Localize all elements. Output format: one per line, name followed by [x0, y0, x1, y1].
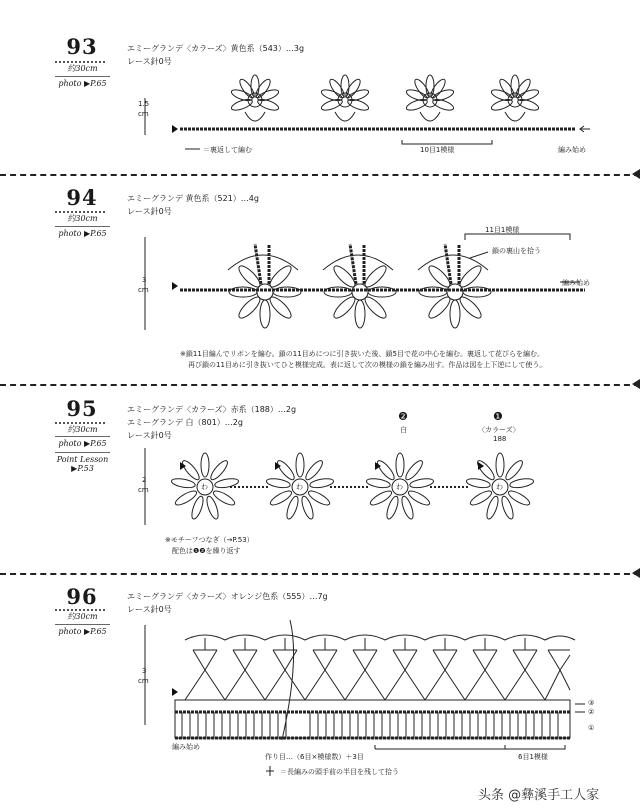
color-marker-2: ❷ — [398, 410, 408, 423]
start-label: 編み始め — [562, 279, 590, 287]
pattern-length: 約30cm — [67, 214, 98, 223]
height-unit: cm — [138, 110, 149, 118]
color-1-label: 〈カラーズ〉 — [478, 426, 520, 434]
photo-reference: photo ▶P.65 — [58, 627, 107, 636]
repeat-label: 10目1模様 — [420, 146, 455, 154]
instruction-note: 配色は❶❷を繰り返す — [172, 547, 241, 555]
photo-reference: photo ▶P.65 — [58, 79, 107, 88]
repeat-label: 11目1模様 — [485, 226, 520, 234]
yarn-spec: エミーグランデ〈カラーズ〉黄色系（543）…3g — [127, 44, 305, 53]
yarn-spec: エミーグランデ〈カラーズ〉赤系（188）…2g — [127, 405, 297, 414]
yarn-spec: エミーグランデ 黄色系（521）…4g — [127, 194, 259, 203]
flower-motif — [490, 75, 540, 112]
ring-center-label: わ — [201, 483, 208, 491]
ring-center-label: わ — [296, 483, 303, 491]
start-label: 編み始め — [172, 743, 200, 751]
needle-spec: レース針0号 — [127, 605, 172, 614]
yarn-spec: エミーグランデ〈カラーズ〉オレンジ色系（555）…7g — [127, 592, 328, 601]
height-unit: cm — [138, 286, 149, 294]
height-unit: cm — [138, 486, 149, 494]
ring-center-label: わ — [496, 483, 503, 491]
flower-motif — [230, 75, 280, 112]
pattern-length: 約30cm — [67, 612, 98, 621]
height-value: 3 — [142, 667, 147, 675]
pick-back-loop-label: 鎖の裏山を拾う — [492, 247, 541, 255]
repeat-label: 6目1模様 — [518, 753, 548, 761]
ring-center-label: わ — [396, 483, 403, 491]
pattern-number: 94 — [66, 185, 98, 210]
pattern-number: 95 — [66, 396, 98, 421]
color-2-label: 白 — [400, 426, 407, 434]
start-arrow-icon — [172, 282, 178, 290]
color-1-code: 188 — [493, 435, 507, 443]
point-lesson-reference: Point Lesson ▶P.53 — [56, 455, 109, 473]
meta-rule — [55, 76, 110, 77]
height-unit: cm — [138, 677, 149, 685]
divider-end-marker — [632, 568, 640, 578]
pattern-length: 約30cm — [67, 425, 98, 434]
diagram-93 — [145, 75, 590, 149]
height-value: 3 — [142, 276, 147, 284]
needle-spec: レース針0号 — [127, 431, 172, 440]
meta-rule — [55, 436, 110, 437]
row-2-marker: ② — [588, 708, 595, 716]
flower-motif — [324, 244, 396, 328]
meta-rule — [55, 226, 110, 227]
flower-motif — [419, 244, 491, 328]
start-arrow-icon — [172, 125, 178, 133]
reverse-label: ＝裏返して編む — [203, 146, 252, 154]
pattern-length: 約30cm — [67, 64, 98, 73]
foundation-chain-label: 作り目…（6目×模様数）＋3目 — [265, 753, 364, 761]
section-divider — [0, 384, 640, 386]
flower-motif — [320, 75, 370, 112]
height-value: 2 — [142, 476, 147, 484]
flower-motif — [229, 244, 301, 328]
color-marker-1: ❶ — [493, 410, 503, 423]
needle-spec: レース針0号 — [127, 207, 172, 216]
section-divider — [0, 573, 640, 575]
start-arrow-icon — [172, 688, 178, 696]
instruction-note: 再び鎖の11目めに引き抜いてひと模様完成。表に返して次の模様の鎖を編み出す。作品は図を上下逆にして使う。 — [188, 361, 547, 369]
pattern-number: 93 — [66, 34, 98, 59]
row-1-marker: ① — [588, 724, 595, 732]
watermark: 头条 @彝溪手工人家 — [478, 788, 600, 803]
meta-rule — [55, 452, 110, 453]
instruction-note: ※鎖11目編んでリボンを編む。鎖の11目めにつに引き抜いた後、鎖5目で花の中心を編む。裏返して花びらを編む。 — [180, 350, 544, 358]
pattern-number: 96 — [66, 584, 98, 609]
yarn-spec-2: エミーグランデ 白（801）…2g — [127, 418, 243, 427]
instruction-note: ※モチーフつなぎ（→P.53） — [165, 536, 254, 544]
photo-reference: photo ▶P.65 — [58, 229, 107, 238]
flower-motif — [405, 75, 455, 112]
needle-spec: レース針0号 — [127, 57, 172, 66]
height-value: 1.5 — [138, 100, 150, 108]
divider-end-marker — [632, 169, 640, 179]
start-label: 編み始め — [558, 146, 586, 154]
section-divider — [0, 174, 640, 176]
photo-reference: photo ▶P.65 — [58, 439, 107, 448]
divider-end-marker — [632, 379, 640, 389]
row-3-marker: ③ — [588, 699, 595, 707]
meta-rule — [55, 624, 110, 625]
symbol-note: ＝長編みの頭手前の半目を残して拾う — [280, 768, 399, 776]
